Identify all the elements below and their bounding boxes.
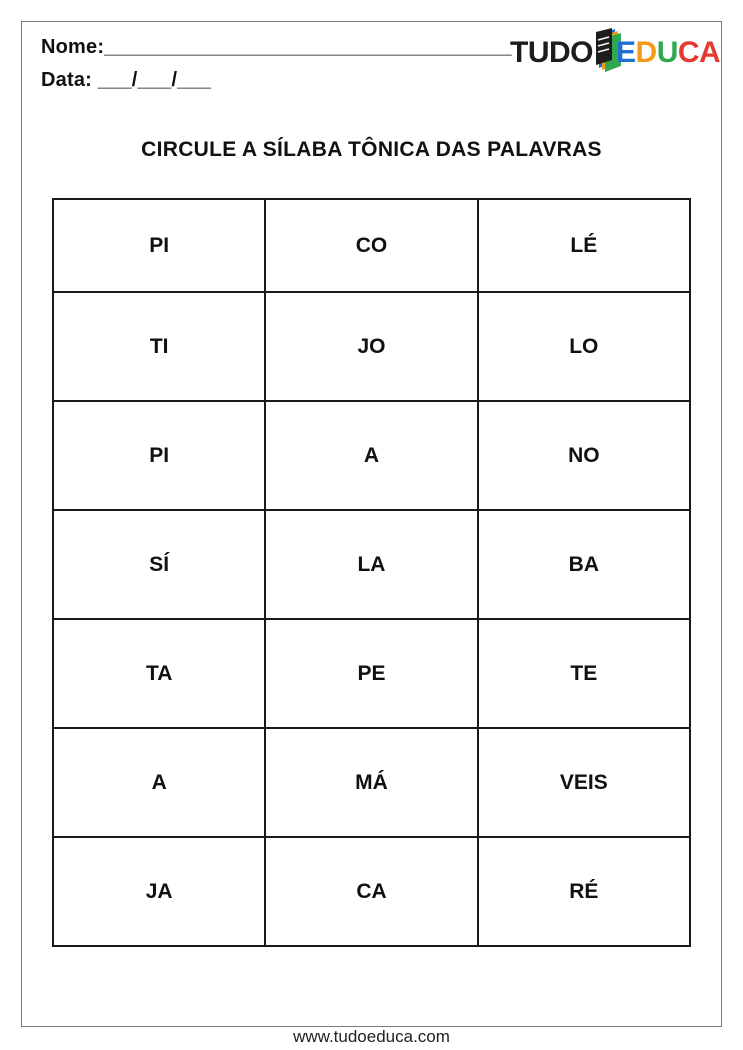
syllable-cell[interactable]: PI <box>53 401 265 510</box>
logo-letter-e: E <box>616 36 636 69</box>
syllable-cell[interactable]: CO <box>265 199 477 292</box>
logo-letter-d: D <box>635 36 657 69</box>
syllable-table <box>52 198 691 947</box>
logo-letter-a: A <box>699 36 721 69</box>
table-row <box>53 619 690 728</box>
logo-letter-u: U <box>656 36 678 69</box>
logo-text-tudo: TUDO <box>510 36 593 69</box>
logo-text-educa <box>616 38 720 68</box>
syllable-cell[interactable]: JO <box>265 292 477 401</box>
name-field-label: Nome:____________________________________ <box>41 36 512 58</box>
syllable-cell[interactable]: PE <box>265 619 477 728</box>
tudo-educa-logo <box>510 28 720 80</box>
syllable-cell[interactable]: A <box>53 728 265 837</box>
syllable-cell[interactable]: VEIS <box>478 728 690 837</box>
table-row <box>53 401 690 510</box>
syllable-cell[interactable]: TI <box>53 292 265 401</box>
syllable-cell[interactable]: MÁ <box>265 728 477 837</box>
syllable-cell[interactable]: TA <box>53 619 265 728</box>
worksheet-title: CIRCULE A SÍLABA TÔNICA DAS PALAVRAS <box>141 138 602 161</box>
table-row <box>53 199 690 292</box>
syllable-cell[interactable]: A <box>265 401 477 510</box>
syllable-cell[interactable]: LA <box>265 510 477 619</box>
syllable-cell[interactable]: NO <box>478 401 690 510</box>
table-row <box>53 510 690 619</box>
syllable-cell[interactable]: RÉ <box>478 837 690 946</box>
table-row <box>53 728 690 837</box>
logo-letter-c: C <box>677 36 700 69</box>
syllable-cell[interactable]: PI <box>53 199 265 292</box>
footer-url: www.tudoeduca.com <box>293 1027 450 1046</box>
table-row <box>53 292 690 401</box>
syllable-cell[interactable]: BA <box>478 510 690 619</box>
table-row <box>53 837 690 946</box>
syllable-cell[interactable]: SÍ <box>53 510 265 619</box>
date-field-label: Data: ___/___/___ <box>41 69 212 91</box>
syllable-cell[interactable]: JA <box>53 837 265 946</box>
syllable-cell[interactable]: LÉ <box>478 199 690 292</box>
syllable-cell[interactable]: CA <box>265 837 477 946</box>
syllable-cell[interactable]: LO <box>478 292 690 401</box>
syllable-cell[interactable]: TE <box>478 619 690 728</box>
